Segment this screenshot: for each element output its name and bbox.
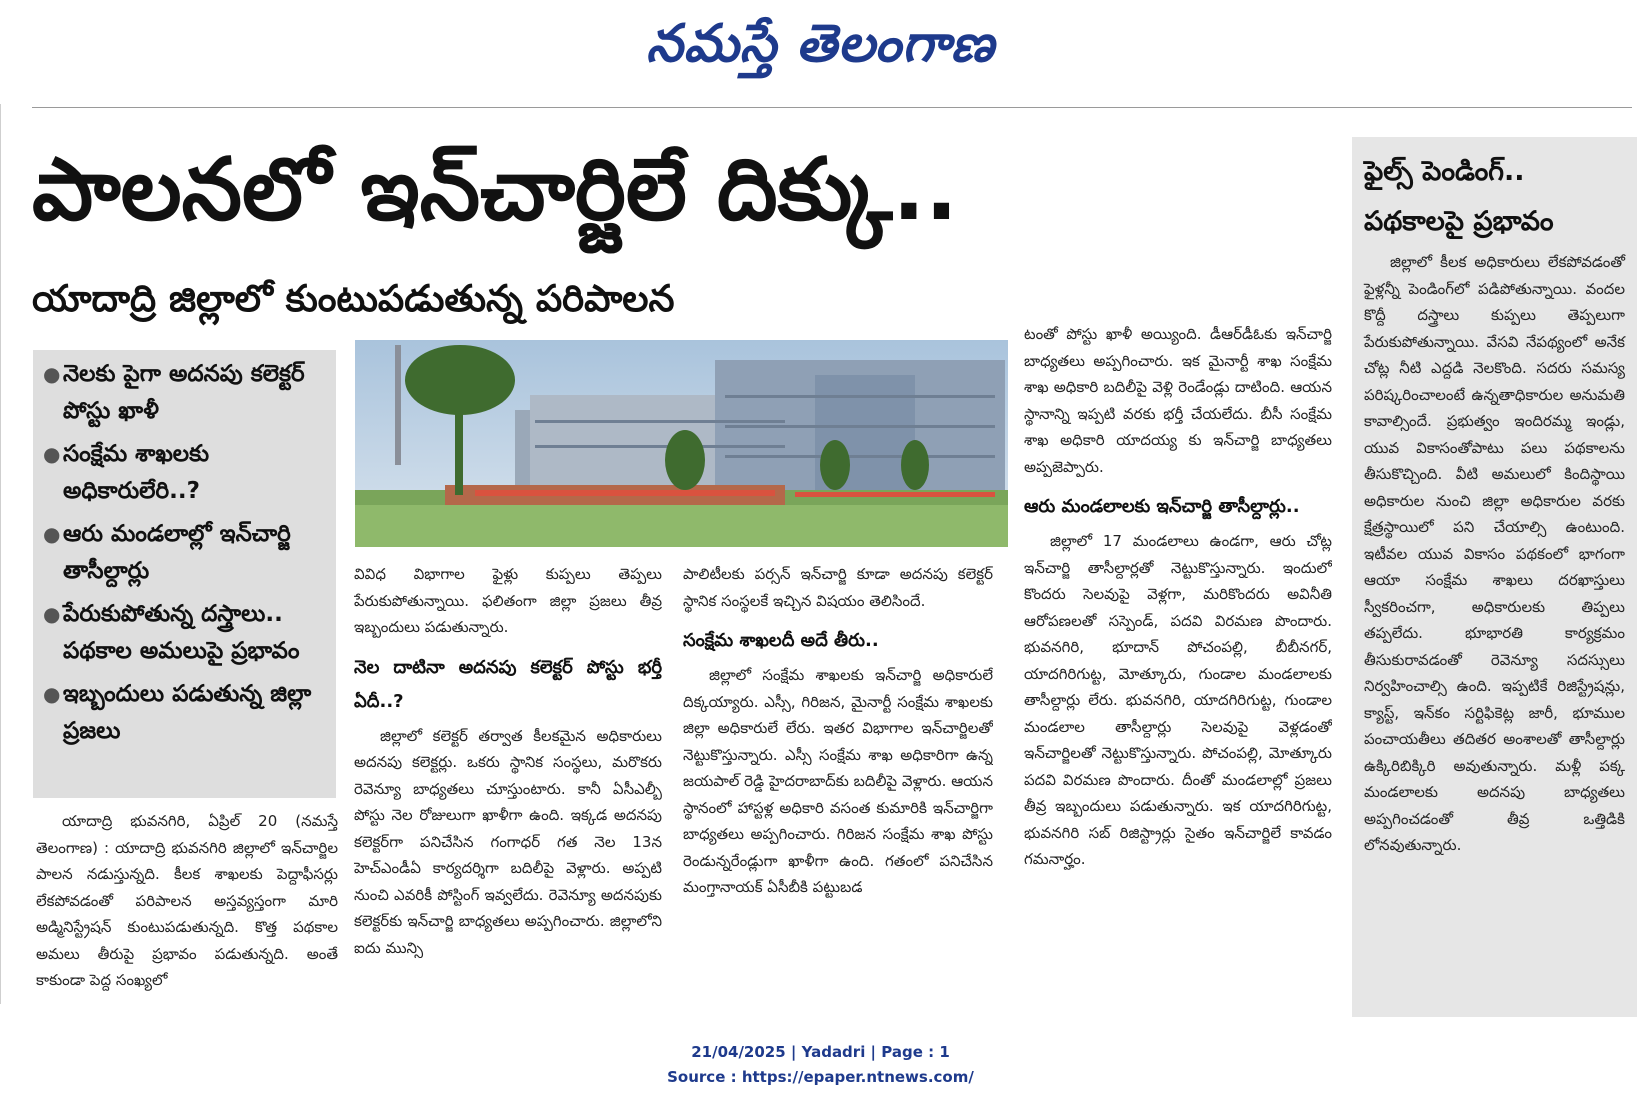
- article-column-1: [36, 808, 338, 1023]
- section-heading: సంక్షేమ శాఖలదీ అదే తీరు..: [683, 630, 879, 651]
- highlight-item: [43, 436, 328, 510]
- highlights-box: [33, 350, 336, 798]
- paragraph: వివిధ విభాగాల ఫైళ్లు కుప్పలు తెప్పలు పేరుకుపోతున్నాయి. ఫలితంగా జిల్లా ప్రజలు తీవ్ర ఇబ్బందులు పడుతున్నారు.: [354, 565, 662, 636]
- footer-source-link[interactable]: Source : https://epaper.ntnews.com/: [667, 1068, 974, 1086]
- highlight-text: నెలకు పైగా అదనపు కలెక్టర్ పోస్టు ఖాళీ: [63, 361, 305, 424]
- highlight-text: సంక్షేమ శాఖలకు అధికారులేరి..?: [63, 441, 210, 504]
- paragraph: పాలిటీలకు పర్సన్ ఇన్‌చార్జి కూడా అదనపు కలెక్టర్ స్థానిక సంస్థలకే ఇచ్చిన విషయం తెలిసిందే.: [683, 565, 993, 610]
- bullet-icon: ●: [43, 602, 61, 626]
- highlight-text: పేరుకుపోతున్న దస్త్రాలు.. పథకాల అమలుపై ప్రభావం: [63, 601, 300, 664]
- highlight-text: ఇబ్బందులు పడుతున్న జిల్లా ప్రజలు: [63, 681, 312, 744]
- article-column-3: [683, 561, 993, 1016]
- paragraph: జిల్లాలో సంక్షేమ శాఖలకు ఇన్‌చార్జి అధికారులే దిక్కయ్యారు. ఎస్సీ, గిరిజన, మైనార్టీ సంక్షేమ శాఖలకు జిల్లా అధికారులే లేరు. ఇతర విభాగాల ఇన్‌చార్జిలతో నెట్టుకొస్తున్నారు. ఎస్సీ సంక్షేమ శాఖ అధికారిగా ఉన్న జయపాల్ రెడ్డి హైదరాబాద్‌కు బదిలీపై వెళ్లారు. ఆయన స్థానంలో హాస్టళ్ల అధికారి వసంత కుమారికి ఇన్‌చార్జిగా బాధ్యతలు అప్పగించారు. గిరిజన సంక్షేమ శాఖ పోస్టు రెండున్నరేండ్లుగా ఖాళీగా ఉంది. గతంలో పనిచేసిన మంగ్తానాయక్ ఏసీబీకి పట్టుబడ: [683, 666, 993, 896]
- bullet-icon: ●: [43, 522, 61, 546]
- bullet-icon: ●: [43, 442, 61, 466]
- highlight-item: [43, 356, 328, 430]
- sidebar-body: జిల్లాలో కీలక అధికారులు లేకపోవడంతో ఫైళ్లన్నీ పెండింగ్‌లో పడిపోతున్నాయి. వందల కొద్దీ దస్త్రాలు కుప్పలు తెప్పలుగా పేరుకుపోతున్నాయి. వేసవి నేపథ్యంలో అనేక చోట్ల నీటి ఎద్దడి నెలకొంది. సదరు సమస్య పరిష్కరించాలంటే ఉన్నతాధికారుల అనుమతి కావాల్సిందే. ప్రభుత్వం ఇందిరమ్మ ఇండ్లు, యువ వికాసంతోపాటు పలు పథకాలను తీసుకొచ్చింది. వీటి అమలులో కిందిస్థాయి అధికారుల నుంచి జిల్లా అధికారుల వరకు క్షేత్రస్థాయిలో పని చేయాల్సి ఉంటుంది. ఇటీవల యువ వికాసం పథకంలో భాగంగా ఆయా సంక్షేమ శాఖలు దరఖాస్తులు స్వీకరించగా, అధికారులకు తిప్పలు తప్పలేదు. భూభారతి కార్యక్రమం తీసుకురావడంతో రెవెన్యూ సదస్సులు నిర్వహించాల్సి ఉంది. ఇప్పటికే రిజిస్ట్రేషన్లు, క్యాస్ట్, ఇన్‌కం సర్టిఫికెట్ల జారీ, భూముల పంచాయతీలు తదితర అంశాలతో తాసీల్దార్లు ఉక్కిరిబిక్కిరి అవుతున్నారు. మళ్లీ పక్క మండలాలకు అదనపు బాధ్యతలు అప్పగించడంతో తీవ్ర ఒత్తిడికి లోనవుతున్నారు.: [1364, 253, 1625, 854]
- highlight-item: [43, 676, 328, 750]
- header-divider: [32, 107, 1632, 108]
- dateline-paragraph: యాదాద్రి భువనగిరి, ఏప్రిల్ 20 (నమస్తే తెలంగాణ) : యాదాద్రి భువనగిరి జిల్లాలో ఇన్‌చార్జిల పాలన నడుస్తున్నది. కీలక శాఖలకు పెద్దాఫీసర్లు లేకపోవడంతో పరిపాలన అస్తవ్యస్తంగా మారి అడ్మినిస్ట్రేషన్ కుంటుపడుతున్నది. కొత్త పథకాల అమలు తీరుపై ప్రభావం పడుతున్నది. అంతే కాకుండా పెద్ద సంఖ్యలో: [36, 812, 338, 989]
- section-heading: ఆరు మండలాలకు ఇన్‌చార్జి తాసీల్దార్లు..: [1024, 496, 1300, 517]
- page-footer: [0, 1040, 1641, 1090]
- highlight-item: [43, 516, 328, 590]
- headline: పాలనలో ఇన్‌చార్జిలే దిక్కు..: [32, 140, 958, 240]
- collectorate-building-photo: [355, 340, 1008, 547]
- section-heading: నెల దాటినా అదనపు కలెక్టర్ పోస్టు భర్తీ ఏదీ..?: [354, 656, 662, 712]
- sidebar-box: [1352, 137, 1637, 1017]
- masthead-logo: నమస్తే తెలంగాణ: [646, 13, 995, 74]
- subheadline: యాదాద్రి జిల్లాలో కుంటుపడుతున్న పరిపాలన: [32, 277, 675, 320]
- paragraph: జిల్లాలో కలెక్టర్ తర్వాత కీలకమైన అధికారులు అదనపు కలెక్టర్లు. ఒకరు స్థానిక సంస్థలు, మరొకరు రెవెన్యూ బాధ్యతలు చూస్తుంటారు. కానీ ఏసీఎల్బీ పోస్టు నెల రోజులుగా ఖాళీగా ఉంది. ఇక్కడ అదనపు కలెక్టర్‌గా పనిచేసిన గంగాధర్ గత నెల 13న హెచ్ఎండీఏ కార్యదర్శిగా బదిలీపై వెళ్లారు. అప్పటి నుంచి ఎవరికీ పోస్టింగ్ ఇవ్వలేదు. రెవెన్యూ అదనపుకు కలెక్టర్‌కు ఇన్‌చార్జి బాధ్యతలు అప్పగించారు. జిల్లాలోని ఐదు మున్సి: [354, 726, 662, 957]
- bullet-icon: ●: [43, 362, 61, 386]
- page-edge-line: [0, 104, 1, 1004]
- paragraph: జిల్లాలో 17 మండలాలు ఉండగా, ఆరు చోట్ల ఇన్‌చార్జి తాసీల్దార్లతో నెట్టుకొస్తున్నారు. ఇందులో కొందరు సెలవుపై వెళ్లగా, మరికొందరు అవినీతి ఆరోపణలతో సస్పెండ్, పదవి విరమణ పొందారు. భువనగిరి, భూదాన్ పోచంపల్లి, బీబీనగర్, యాదగిరిగుట్ట, మోత్కూరు, గుండాల మండలాలకు తాసీల్దార్లు లేరు. భువనగిరి, యాదగిరిగుట్ట, గుండాల మండలాల తాసీల్దార్లు సెలవుపై వెళ్లడంతో ఇన్‌చార్జిలతో నెట్టుకొస్తున్నారు. పోచంపల్లి, మోత్కూరు పదవి విరమణ పొందారు. దీంతో మండలాల్లో ప్రజలు తీవ్ర ఇబ్బందులు పడుతున్నారు. ఇక యాదగిరిగుట్ట, భువనగిరి సబ్ రిజిస్ట్రార్లు సైతం ఇన్‌చార్జిలే కావడం గమనార్హం.: [1024, 532, 1332, 868]
- highlight-text: ఆరు మండలాల్లో ఇన్‌చార్జి తాసీల్దార్లు: [63, 521, 291, 584]
- highlight-item: [43, 596, 328, 670]
- paragraph: టంతో పోస్టు ఖాళీ అయ్యింది. డీఆర్‌డీఓకు ఇన్‌చార్జి బాధ్యతలు అప్పగించారు. ఇక మైనార్టీ శాఖ సంక్షేమ శాఖ అధికారి బదిలీపై వెళ్లి రెండేండ్లు దాటింది. ఆయన స్థానాన్ని ఇప్పటి వరకు భర్తీ చేయలేదు. బీసీ సంక్షేమ శాఖ అధికారి యాదయ్య కు ఇన్‌చార్జి బాధ్యతలు అప్పజెప్పారు.: [1024, 325, 1332, 476]
- article-column-4: [1024, 321, 1332, 1016]
- bullet-icon: ●: [43, 682, 61, 706]
- footer-date-line: 21/04/2025 | Yadadri | Page : 1: [691, 1043, 950, 1061]
- article-column-2: [354, 561, 662, 1016]
- sidebar-title: ఫైల్స్ పెండింగ్.. పథకాలపై ప్రభావం: [1364, 156, 1554, 237]
